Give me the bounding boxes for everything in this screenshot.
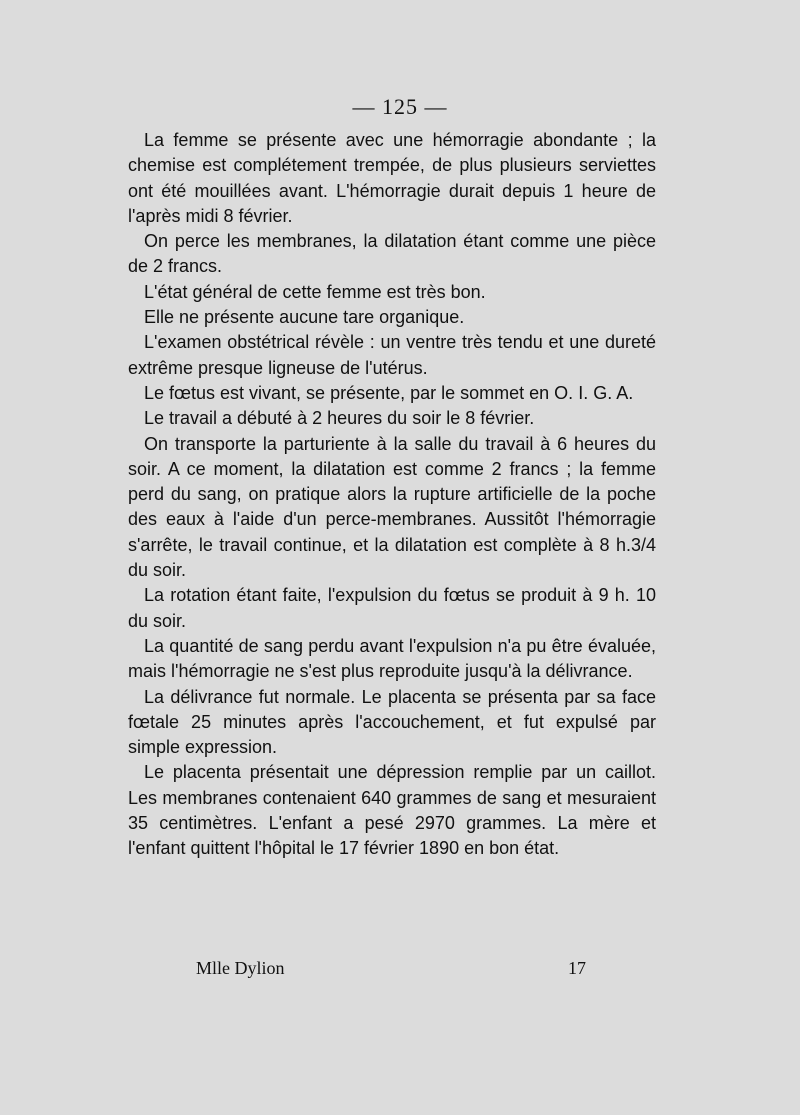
paragraph: On transporte la parturiente à la salle du travail à 6 heures du soir. A ce moment, la dilatation est comme 2 francs ; la femme perd du sang, on pratique alors la rupture artificielle de la poche des eaux à l'aide d'un perce-membranes. Aussitôt l'hémorragie s'arrête, le travail continue, et la dilatation est complète à 8 h.3/4 du soir. [128, 433, 656, 581]
footer-name: Mlle Dylion [196, 958, 285, 978]
paragraph: Le fœtus est vivant, se présente, par le sommet en O. I. G. A. [144, 382, 634, 403]
document-body [128, 128, 656, 862]
paragraph: On perce les membranes, la dilatation étant comme une pièce de 2 francs. [128, 231, 656, 277]
paragraph: La quantité de sang perdu avant l'expulsion n'a pu être évaluée, mais l'hémorragie ne s'est plus reproduite jusqu'à la délivrance. [128, 635, 656, 682]
paragraph: La femme se présente avec une hémorragie abondante ; la chemise est complétement trempée, de plus plusieurs serviettes ont été mouillées avant. L'hémorragie durait depuis 1 heure de l'après midi 8 février. [128, 130, 656, 226]
paragraph: La délivrance fut normale. Le placenta se présenta par sa face fœtale 25 minutes après l'accouchement, et fut expulsé par simple expression. [128, 686, 656, 758]
paragraph: La rotation étant faite, l'expulsion du fœtus se produit à 9 h. 10 du soir. [128, 585, 656, 631]
paragraph: Le placenta présentait une dépression remplie par un caillot. Les membranes contenaient 640 grammes de sang et mesuraient 35 centimètres. L'enfant a pesé 2970 grammes. La mère et l'enfant quittent l'hôpital le 17 février 1890 en bon état. [128, 762, 656, 859]
paragraph: L'état général de cette femme est très bon. [144, 281, 486, 302]
paragraph: L'examen obstétrical révèle : un ventre très tendu et une dureté extrême presque ligneuse de l'utérus. [128, 332, 656, 378]
footer-number: 17 [568, 958, 586, 978]
page-number: — 125 — [352, 94, 448, 119]
paragraph: Le travail a débuté à 2 heures du soir le 8 février. [144, 408, 535, 429]
paragraph: Elle ne présente aucune tare organique. [144, 307, 465, 328]
